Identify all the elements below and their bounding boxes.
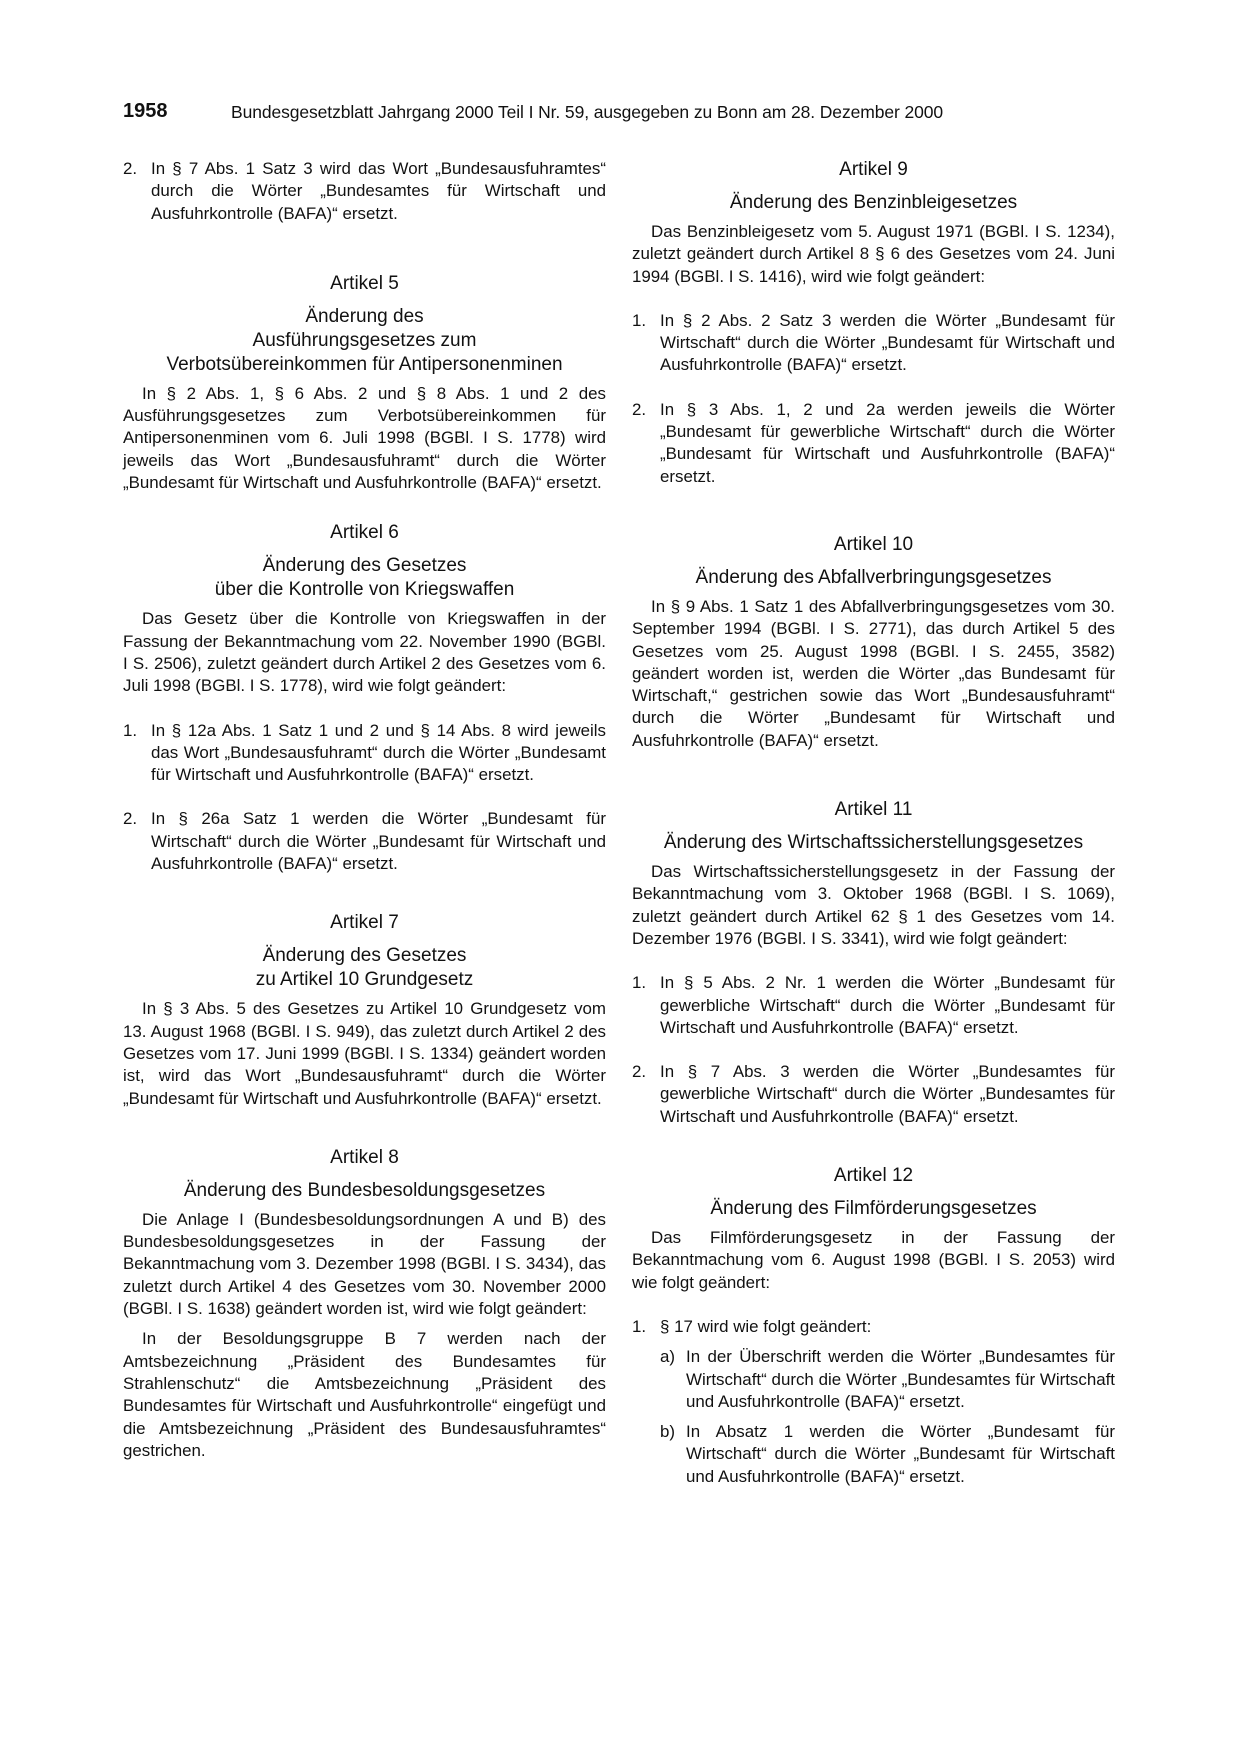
list-item <box>632 1061 1115 1128</box>
item-number: 1. <box>632 1316 647 1336</box>
article-heading <box>123 554 606 602</box>
article-text: Das Filmförderungsgesetz in der Fassung der Bekanntmachung vom 6. August 1998 (BGBl. I S. 2053) wird wie folgt geändert: <box>632 1228 1115 1292</box>
article-text: In § 2 Abs. 1, § 6 Abs. 2 und § 8 Abs. 1 und 2 des Ausführungsgesetzes zum Verbotsübereinkommen für Antipersonenminen vom 6. Juli 1998 (BGBl. I S. 1778) wird jeweils das Wort „Bundesausfuhramt“ durch die Wörter „Bundesamt für Wirtschaft und Ausfuhrkontrolle (BAFA)“ ersetzt. <box>123 383 606 493</box>
sub-item-letter: b) <box>660 1422 676 1442</box>
item-number: 1. <box>632 973 647 993</box>
article-9 <box>632 158 1115 488</box>
item-text: In § 26a Satz 1 werden die Wörter „Bundesamt für Wirtschaft“ durch die Wörter „Bundesamt für Wirtschaft und Ausfuhrkontrolle (BAFA)“ ersetzt. <box>151 809 606 874</box>
page-header <box>123 100 1003 126</box>
article-6 <box>123 521 606 875</box>
article-title: Artikel 7 <box>330 912 399 934</box>
left-column <box>123 158 606 1462</box>
heading-line: Änderung des Gesetzes <box>262 555 467 577</box>
article-text: In § 9 Abs. 1 Satz 1 des Abfallverbringungsgesetzes vom 30. September 1994 (BGBl. I S. 2771), das durch Artikel 5 des Gesetzes vom 25. August 1998 (BGBl. I S. 2455, 3582) geändert worden ist, werden die Wörter „das Bundesamt für Wirtschaft,“ gestrichen sowie das Wort „Bundesausfuhramt“ durch die Wörter „Bundesamt für Wirtschaft und Ausfuhrkontrolle (BAFA)“ ersetzt. <box>632 596 1115 750</box>
item-number: 2. <box>123 809 138 829</box>
right-column <box>632 158 1115 1488</box>
article-text: Das Wirtschaftssicherstellungsgesetz in der Fassung der Bekanntmachung vom 3. Oktober 1968 (BGBl. I S. 1069), zuletzt geändert durch Artikel 62 § 1 des Gesetzes vom 14. Dezember 1976 (BGBl. I S. 3341), wird wie folgt geändert: <box>632 862 1115 948</box>
list-item <box>632 1316 1115 1338</box>
list-item <box>123 808 606 875</box>
sub-item <box>632 1421 1115 1488</box>
heading-line: über die Kontrolle von Kriegswaffen <box>214 579 515 601</box>
heading-line: zu Artikel 10 Grundgesetz <box>255 969 474 991</box>
sub-item-text: In der Überschrift werden die Wörter „Bundesamtes für Wirtschaft“ durch die Wörter „Bundesamtes für Wirtschaft und Ausfuhrkontrolle (BAFA)“ ersetzt. <box>686 1347 1115 1411</box>
article-text: In der Besoldungsgruppe B 7 werden nach der Amtsbezeichnung „Präsident des Bundesamtes für Strahlenschutz“ die Amtsbezeichnung „Präsident des Bundesamtes für Wirtschaft und Ausfuhrkontrolle“ eingefügt und die Amtsbezeichnung „Präsident des Bundesausfuhramtes“ gestrichen. <box>123 1329 606 1460</box>
list-item <box>123 158 606 225</box>
item-text: In § 2 Abs. 2 Satz 3 werden die Wörter „Bundesamt für Wirtschaft“ durch die Wörter „Bundesamt für Wirtschaft und Ausfuhrkontrolle (BAFA)“ ersetzt. <box>660 310 1115 375</box>
article-heading <box>123 944 606 992</box>
item-text: In § 12a Abs. 1 Satz 1 und 2 und § 14 Abs. 8 wird jeweils das Wort „Bundesausfuhramt“ durch die Wörter „Bundesamt für Wirtschaft und Ausfuhrkontrolle (BAFA)“ ersetzt. <box>151 720 606 785</box>
article-title: Artikel 9 <box>839 159 908 180</box>
item-number: 1. <box>632 310 647 330</box>
page-number: 1958 <box>123 100 168 122</box>
heading-line: Ausführungsgesetzes zum <box>252 329 477 351</box>
article-heading: Änderung des Filmförderungsgesetzes <box>710 1198 1037 1220</box>
article-text: In § 3 Abs. 5 des Gesetzes zu Artikel 10 Grundgesetz vom 13. August 1968 (BGBl. I S. 949), das zuletzt durch Artikel 2 des Gesetzes vom 17. Juni 1999 (BGBl. I S. 1334) geändert worden ist, wird das Wort „Bundesausfuhramt“ durch die Wörter „Bundesamt für Wirtschaft und Ausfuhrkontrolle (BAFA)“ ersetzt. <box>123 999 606 1108</box>
list-item <box>632 399 1115 488</box>
article-heading: Änderung des Bundesbesoldungsgesetzes <box>183 1179 546 1201</box>
heading-line: Änderung des Gesetzes <box>262 945 467 967</box>
heading-line: Änderung des <box>305 305 424 327</box>
article-title: Artikel 6 <box>330 522 399 544</box>
article-title: Artikel 10 <box>833 533 914 555</box>
article-8 <box>123 1146 606 1462</box>
running-title: Bundesgesetzblatt Jahrgang 2000 Teil I Nr. 59, ausgegeben zu Bonn am 28. Dezember 2000 <box>231 102 943 122</box>
article-text: Das Benzinbleigesetz vom 5. August 1971 (BGBl. I S. 1234), zuletzt geändert durch Artikel 8 § 6 des Gesetzes vom 24. Juni 1994 (BGBl. I S. 1416), wird wie folgt geändert: <box>632 222 1115 286</box>
article-text: Die Anlage I (Bundesbesoldungsordnungen A und B) des Bundesbesoldungsgesetzes in der Fassung der Bekanntmachung vom 3. Dezember 1998 (BGBl. I S. 3434), das zuletzt durch Artikel 4 des Gesetzes vom 30. November 2000 (BGBl. I S. 1638) geändert worden ist, wird wie folgt geändert: <box>123 1209 606 1319</box>
article-heading: Änderung des Wirtschaftssicherstellungsgesetzes <box>663 832 1084 854</box>
item-text: In § 7 Abs. 1 Satz 3 wird das Wort „Bundesausfuhramtes“ durch die Wörter „Bundesamtes für Wirtschaft und Ausfuhrkontrolle (BAFA)“ ersetzt. <box>151 159 606 223</box>
article-title: Artikel 11 <box>834 799 913 821</box>
list-item <box>632 310 1115 377</box>
item-text: § 17 wird wie folgt geändert: <box>660 1316 872 1336</box>
article-10 <box>632 533 1115 752</box>
item-number: 2. <box>632 1062 647 1082</box>
list-item <box>123 720 606 787</box>
article-11 <box>632 798 1115 1128</box>
item-number: 1. <box>123 720 138 740</box>
article-5 <box>123 272 606 494</box>
article-title: Artikel 12 <box>833 1165 914 1187</box>
heading-line: Verbotsübereinkommen für Antipersonenminen <box>166 353 563 375</box>
item-text: In § 5 Abs. 2 Nr. 1 werden die Wörter „Bundesamt für gewerbliche Wirtschaft“ durch die Wörter „Bundesamt für Wirtschaft und Ausfuhrkontrolle (BAFA)“ ersetzt. <box>660 973 1115 1037</box>
article-heading: Änderung des Benzinbleigesetzes <box>729 192 1018 213</box>
article-title: Artikel 8 <box>330 1146 399 1168</box>
article-title: Artikel 5 <box>330 272 399 294</box>
item-number: 2. <box>123 159 138 178</box>
article-text: Das Gesetz über die Kontrolle von Kriegswaffen in der Fassung der Bekanntmachung vom 22. November 1990 (BGBl. I S. 2506), zuletzt geändert durch Artikel 2 des Gesetzes vom 6. Juli 1998 (BGBl. I S. 1778), wird wie folgt geändert: <box>123 609 606 696</box>
sub-item-text: In Absatz 1 werden die Wörter „Bundesamt für Wirtschaft“ durch die Wörter „Bundesamt für Wirtschaft und Ausfuhrkontrolle (BAFA)“ ersetzt. <box>686 1422 1115 1486</box>
item-text: In § 7 Abs. 3 werden die Wörter „Bundesamtes für gewerbliche Wirtschaft“ durch die Wörter „Bundesamtes für Wirtschaft und Ausfuhrkontrolle (BAFA)“ ersetzt. <box>660 1062 1115 1126</box>
article-7 <box>123 911 606 1109</box>
article-12 <box>632 1164 1115 1488</box>
sub-item <box>632 1346 1115 1413</box>
list-item <box>632 972 1115 1039</box>
item-number: 2. <box>632 399 647 419</box>
item-text: In § 3 Abs. 1, 2 und 2a werden jeweils die Wörter „Bundesamt für gewerbliche Wirtschaft“ durch die Wörter „Bundesamt für Wirtschaft und Ausfuhrkontrolle (BAFA)“ ersetzt. <box>660 399 1115 486</box>
article-heading <box>123 305 606 377</box>
sub-item-letter: a) <box>660 1347 676 1367</box>
article-heading: Änderung des Abfallverbringungsgesetzes <box>695 566 1052 588</box>
